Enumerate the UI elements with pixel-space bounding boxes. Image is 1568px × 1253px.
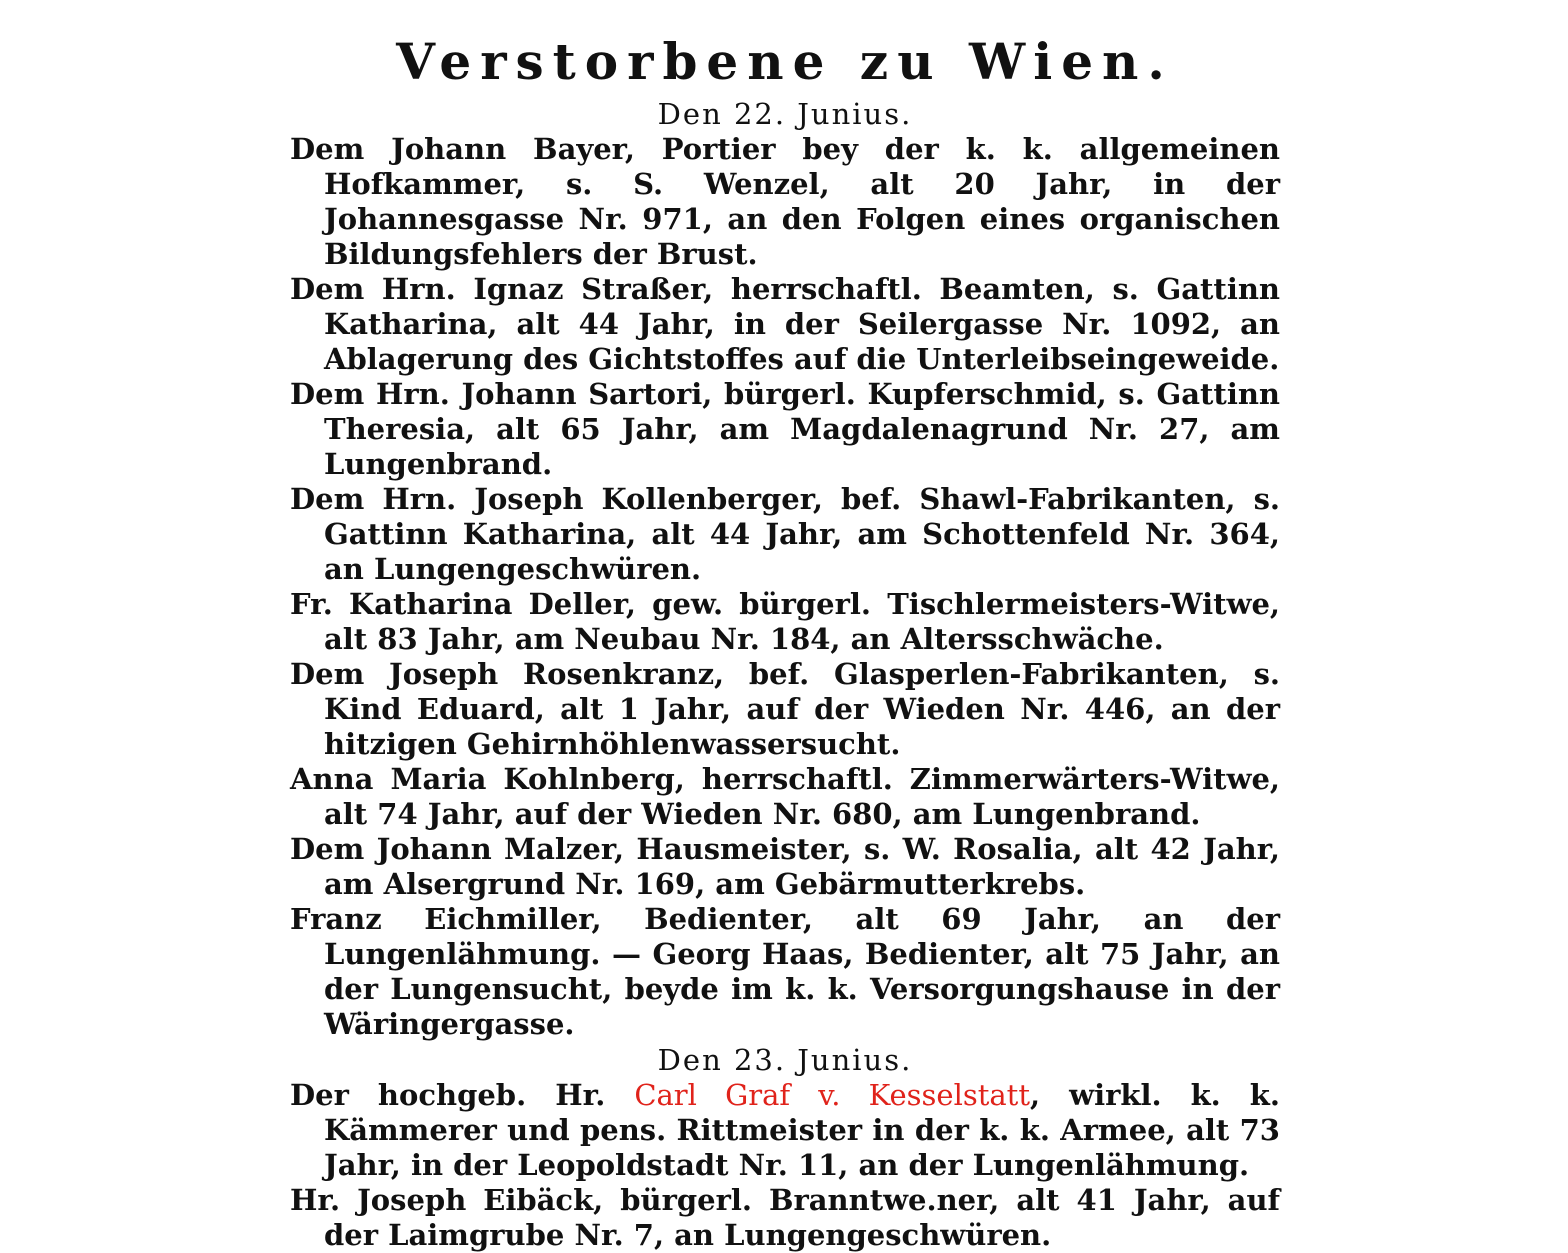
death-notice-entry: Dem Hrn. Johann Sartori, bürgerl. Kupferschmid, s. Gattinn Theresia, alt 65 Jahr, am Magdalenagrund Nr. 27, am Lungenbrand. bbox=[290, 377, 1280, 481]
death-notice-entry: Dem Johann Bayer, Portier bey der k. k. allgemeinen Hofkammer, s. S. Wenzel, alt 20 Jahr, in der Johannesgasse Nr. 971, an den Folgen eines organischen Bildungsfehlers der Brust. bbox=[290, 132, 1280, 271]
death-notice-entry: Dem Hrn. Ignaz Straßer, herrschaftl. Beamten, s. Gattinn Katharina, alt 44 Jahr, in der Seilergasse Nr. 1092, an Ablagerung des Gichtstoffes auf die Unterleibseingeweide. bbox=[290, 272, 1280, 376]
entry-prefix: Der hochgeb. Hr. bbox=[290, 1078, 635, 1112]
death-notice-entry: Dem Johann Malzer, Hausmeister, s. W. Rosalia, alt 42 Jahr, am Alsergrund Nr. 169, am Gebärmutterkrebs. bbox=[290, 832, 1280, 901]
death-notice-entry: Dem Hrn. Joseph Kollenberger, bef. Shawl-Fabrikanten, s. Gattinn Katharina, alt 44 Jahr, am Schottenfeld Nr. 364, an Lungengeschwüren. bbox=[290, 482, 1280, 586]
death-notice-entry: Franz Eichmiller, Bedienter, alt 69 Jahr, an der Lungenlähmung. — Georg Haas, Bedienter, alt 75 Jahr, an der Lungensucht, beyde im k. k. Versorgungshause in der Wäringergasse. bbox=[290, 902, 1280, 1041]
highlighted-name: Carl Graf v. Kesselstatt bbox=[634, 1078, 1030, 1112]
document-page bbox=[290, 28, 1280, 1253]
date-heading-22: Den 22. Junius. bbox=[657, 97, 913, 131]
date-heading-23: Den 23. Junius. bbox=[657, 1043, 913, 1077]
death-notice-entry-kesselstatt bbox=[290, 1078, 1280, 1183]
page-title: Verstorbene zu Wien. bbox=[396, 32, 1174, 91]
death-notice-entry: Dem Joseph Rosenkranz, bef. Glasperlen-Fabrikanten, s. Kind Eduard, alt 1 Jahr, auf der Wieden Nr. 446, an der hitzigen Gehirnhöhlenwassersucht. bbox=[290, 657, 1280, 761]
death-notice-entry: Hr. Joseph Eibäck, bürgerl. Branntwe.ner, alt 41 Jahr, auf der Laimgrube Nr. 7, an Lungengeschwüren. bbox=[290, 1183, 1280, 1252]
death-notice-entry: Fr. Katharina Deller, gew. bürgerl. Tischlermeisters-Witwe, alt 83 Jahr, am Neubau Nr. 184, an Altersschwäche. bbox=[290, 587, 1280, 656]
death-notice-entry: Anna Maria Kohlnberg, herrschaftl. Zimmerwärters-Witwe, alt 74 Jahr, auf der Wieden Nr. 680, am Lungenbrand. bbox=[290, 762, 1280, 831]
entry-suffix: , wirkl. k. k. Kämmerer und pens. Rittmeister in der k. k. Armee, alt 73 Jahr, in der Leopoldstadt Nr. 11, an der Lungenlähmung. bbox=[324, 1078, 1280, 1182]
